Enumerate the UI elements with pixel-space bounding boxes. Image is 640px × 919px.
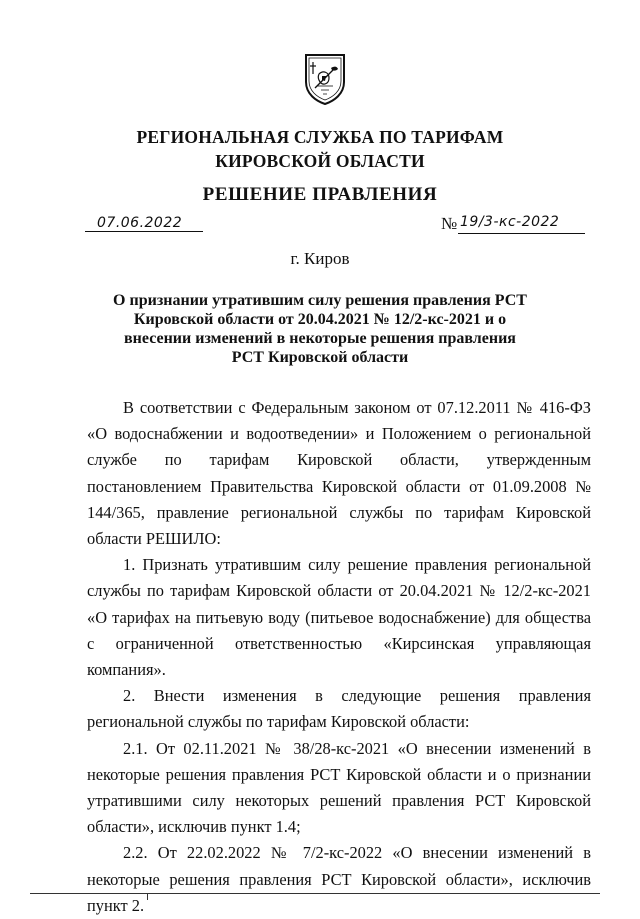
document-subject: О признании утратившим силу решения правления РСТ Кировской области от 20.04.2021 № 12/2-кс-2021 и о внесении изменений в некоторые решения правления РСТ Кировской области	[113, 292, 527, 366]
number-underline	[458, 233, 585, 234]
document-date: 07.06.2022	[97, 215, 183, 231]
city: г. Киров	[290, 249, 350, 268]
item-2-paragraph: 2. Внести изменения в следующие решения правления региональной службы по тарифам Кировской области:	[87, 686, 591, 732]
item-2-2-paragraph: 2.2. От 22.02.2022 № 7/2-кс-2022 «О внесении изменений в некоторые решения правления РСТ Кировской области», исключив пункт 2.	[87, 843, 591, 915]
document-type: РЕШЕНИЕ ПРАВЛЕНИЯ	[202, 184, 438, 205]
footer-divider-tick	[147, 894, 148, 900]
number-sign: №	[441, 214, 458, 233]
document-number: 19/3-кс-2022	[460, 214, 560, 230]
organization-name-line1: РЕГИОНАЛЬНАЯ СЛУЖБА ПО ТАРИФАМ	[136, 127, 504, 147]
item-2-1-paragraph: 2.1. От 02.11.2021 № 38/28-кс-2021 «О внесении изменений в некоторые решения правления РСТ Кировской области и о признании утратившими силу некоторых решений правления РСТ Кировской области», исключив пункт 1.4;	[87, 738, 591, 837]
item-1-paragraph: 1. Признать утратившим силу решение правления региональной службы по тарифам Кировской области от 20.04.2021 № 12/2-кс-2021 «О тарифах на питьевую воду (питьевое водоснабжение) для общества с ограниченной ответственностью «Кирсинская управляющая компания».	[87, 555, 591, 680]
document-body	[87, 395, 591, 919]
coat-of-arms-icon	[303, 52, 347, 106]
footer-divider	[30, 893, 600, 894]
date-underline	[85, 231, 203, 232]
preamble-paragraph: В соответствии с Федеральным законом от 07.12.2011 № 416-ФЗ «О водоснабжении и водоотведении» и Положением о региональной службе по тарифам Кировской области, утвержденным постановлением Правительства Кировской области от 01.09.2008 № 144/365, правление региональной службы по тарифам Кировской области РЕШИЛО:	[87, 398, 591, 549]
organization-name-line2: КИРОВСКОЙ ОБЛАСТИ	[215, 151, 425, 171]
